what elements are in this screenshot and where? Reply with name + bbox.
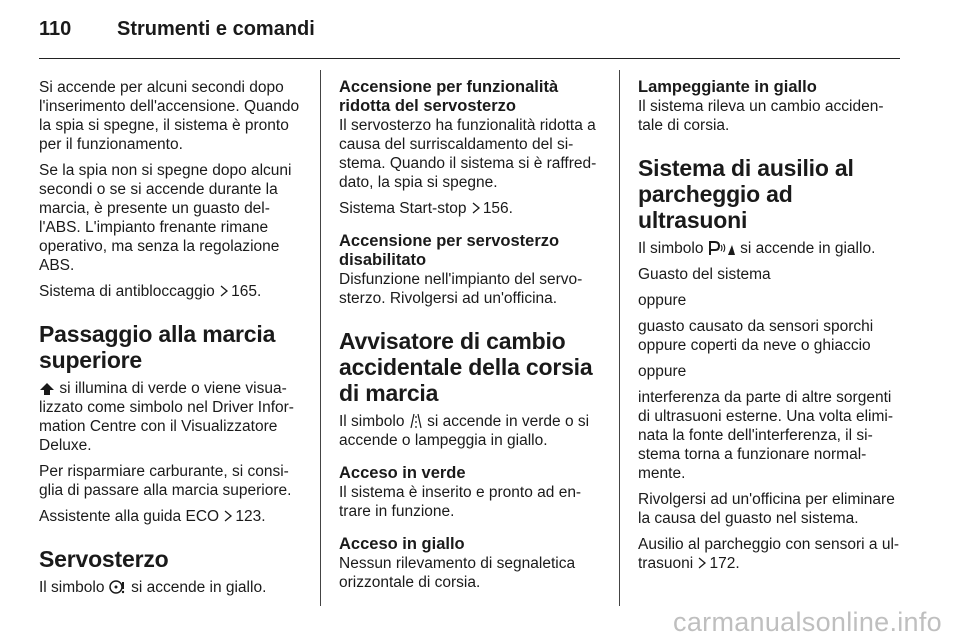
paragraph: Il sistema rileva un cambio acciden-tale di corsia.: [638, 98, 884, 134]
reference-text: Sistema Start-stop: [339, 200, 467, 217]
section-heading-parking-assist: Sistema di ausilio al parcheggio ad ultrasuoni: [638, 155, 854, 233]
cross-reference[interactable]: [39, 507, 301, 526]
steering-warning-icon: [109, 579, 127, 595]
paragraph: oppure: [638, 292, 687, 309]
reference-page: 165.: [231, 283, 262, 300]
paragraph: Disfunzione nell'impianto del servo-sterzo. Rivolgersi ad un'officina.: [339, 271, 583, 307]
paragraph: Se la spia non si spegne dopo alcuni secondi o se si accende durante la marcia, è presente un guasto del-l'ABS. L'impianto frenante rimane operativo, ma senza la regolazione ABS.: [39, 162, 292, 274]
subheading: Accensione per servosterzo disabilitato: [339, 232, 560, 269]
paragraph: Nessun rilevamento di segnaletica orizzontale di corsia.: [339, 555, 576, 591]
subheading: Lampeggiante in giallo: [638, 78, 817, 96]
paragraph: si illumina di verde o viene visua-lizzato come simbolo nel Driver Infor-mation Centre con il Visualizzatore Deluxe.: [39, 380, 294, 454]
parking-sensor-icon: [708, 240, 736, 256]
cross-reference[interactable]: [39, 282, 301, 301]
section-heading-gear-shift: Passaggio alla marcia superiore: [39, 321, 276, 373]
watermark: carmanualsonline.info: [673, 607, 942, 637]
column-divider: [320, 70, 321, 606]
reference-text: Sistema di antibloccaggio: [39, 283, 215, 300]
paragraph: oppure: [638, 363, 687, 380]
lane-departure-icon: [409, 413, 423, 429]
paragraph: guasto causato da sensori sporchi oppure coperti da neve o ghiaccio: [638, 318, 874, 354]
page-reference-icon: [219, 285, 229, 297]
paragraph: interferenza da parte di altre sorgenti di ultrasuoni esterne. Una volta elimi-nata la fonte dell'interferenza, il si-stema torna a funzionare normal-mente.: [638, 389, 894, 482]
page-number: 110: [39, 18, 72, 40]
paragraph: Il sistema è inserito e pronto ad en-trare in funzione.: [339, 484, 582, 520]
page-title: Strumenti e comandi: [117, 18, 315, 40]
reference-text: Assistente alla guida ECO: [39, 508, 220, 525]
cross-reference[interactable]: [638, 535, 900, 573]
section-heading-power-steering: Servosterzo: [39, 546, 169, 572]
reference-page: 156.: [482, 200, 513, 217]
reference-page: 172.: [709, 555, 740, 572]
paragraph: Rivolgersi ad un'officina per eliminare la causa del guasto nel sistema.: [638, 491, 895, 527]
page-reference-icon: [697, 557, 707, 569]
paragraph: Guasto del sistema: [638, 266, 771, 283]
header-rule: [39, 58, 900, 59]
subheading: Acceso in verde: [339, 464, 466, 482]
upshift-arrow-icon: [39, 382, 55, 396]
column-1: [39, 78, 301, 604]
reference-page: 123.: [235, 508, 266, 525]
reference-text: Ausilio al parcheggio con sensori a ul-trasuoni: [638, 536, 900, 572]
section-heading-lane-departure: Avvisatore di cambio accidentale della corsia di marcia: [339, 328, 593, 406]
paragraph: Il simbolo si accende in giallo.: [638, 240, 876, 257]
column-2: [339, 78, 601, 599]
paragraph: Il simbolo si accende in giallo.: [39, 579, 267, 596]
subheading: Accensione per funzionalità ridotta del servosterzo: [339, 78, 559, 115]
page-reference-icon: [223, 510, 233, 522]
paragraph: Si accende per alcuni secondi dopo l'inserimento dell'accensione. Quando la spia si spegne, il sistema è pronto per il funzionamento.: [39, 79, 300, 153]
page-reference-icon: [471, 202, 481, 214]
column-3: [638, 78, 900, 580]
cross-reference[interactable]: [339, 199, 601, 218]
page-header: [39, 18, 315, 48]
paragraph: Per risparmiare carburante, si consi-glia di passare alla marcia superiore.: [39, 463, 292, 499]
paragraph: Il simbolo si accende in verde o si accende o lampeggia in giallo.: [339, 413, 590, 449]
column-divider: [619, 70, 620, 606]
subheading: Acceso in giallo: [339, 535, 465, 553]
paragraph: Il servosterzo ha funzionalità ridotta a causa del surriscaldamento del si-stema. Quando il sistema si è raffred-dato, la spia si spegne.: [339, 117, 597, 191]
